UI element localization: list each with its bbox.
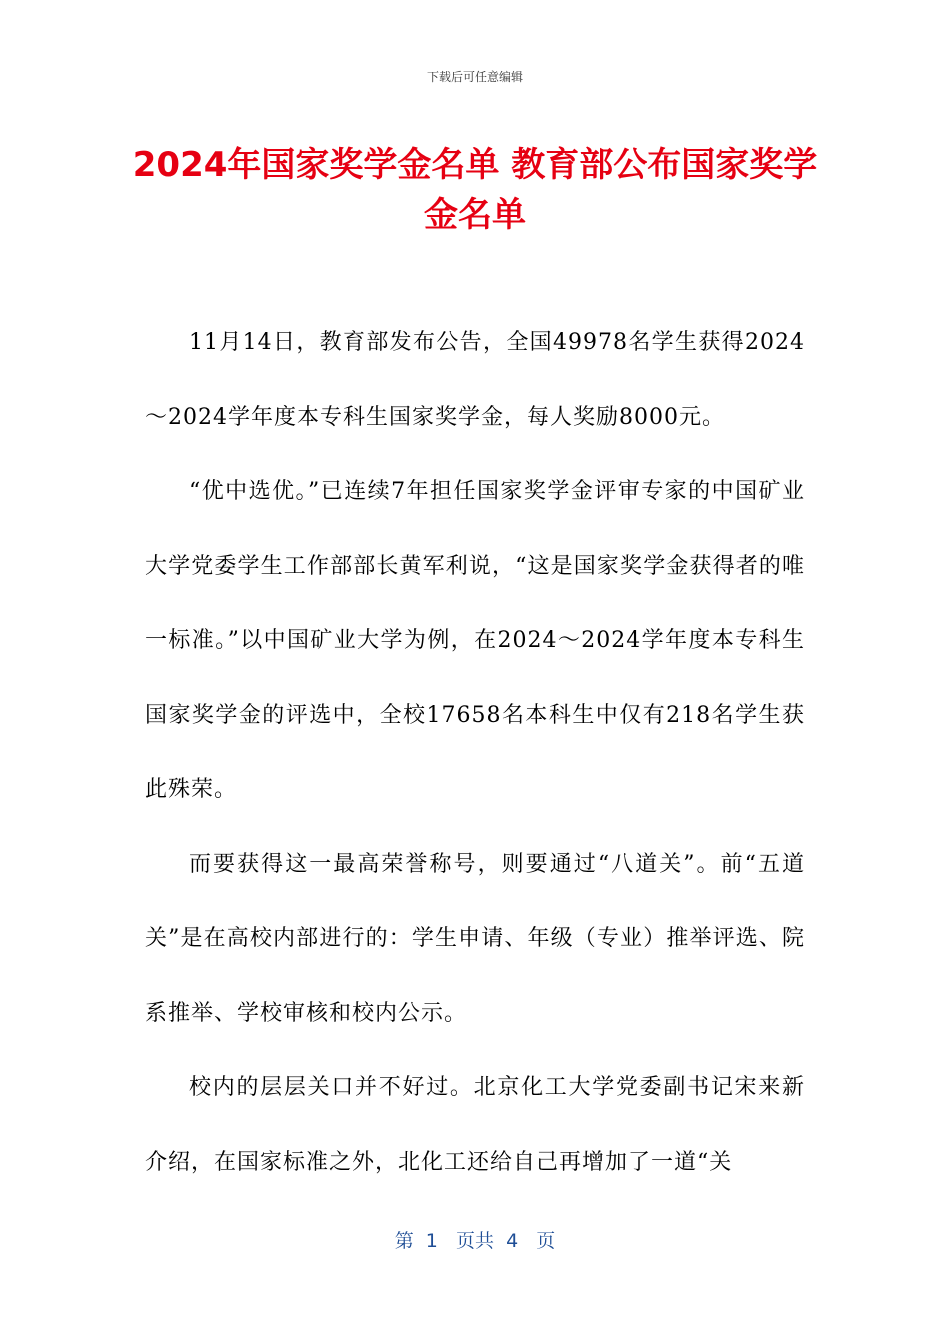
document-title: 2024年国家奖学金名单 教育部公布国家奖学金名单 bbox=[132, 145, 818, 235]
paragraph-4: 校内的层层关口并不好过。北京化工大学党委副书记宋来新介绍，在国家标准之外，北化工还给自己再增加了一道“关 bbox=[145, 1075, 805, 1175]
page-footer: 第 1 页共 4 页 bbox=[394, 1230, 556, 1252]
document-body bbox=[145, 306, 805, 1200]
paragraph-1: 11月14日，教育部发布公告，全国49978名学生获得2024～2024学年度本专科生国家奖学金，每人奖励8000元。 bbox=[145, 330, 805, 430]
header-note: 下载后可任意编辑 bbox=[426, 70, 523, 84]
paragraph-3: 而要获得这一最高荣誉称号，则要通过“八道关”。前“五道关”是在高校内部进行的：学生申请、年级（专业）推举评选、院系推举、学校审核和校内公示。 bbox=[145, 851, 805, 1026]
paragraph-2: “优中选优。”已连续7年担任国家奖学金评审专家的中国矿业大学党委学生工作部部长黄军利说，“这是国家奖学金获得者的唯一标准。”以中国矿业大学为例，在2024～2024学年度本专科生国家奖学金的评选中，全校17658名本科生中仅有218名学生获此殊荣。 bbox=[145, 479, 805, 802]
